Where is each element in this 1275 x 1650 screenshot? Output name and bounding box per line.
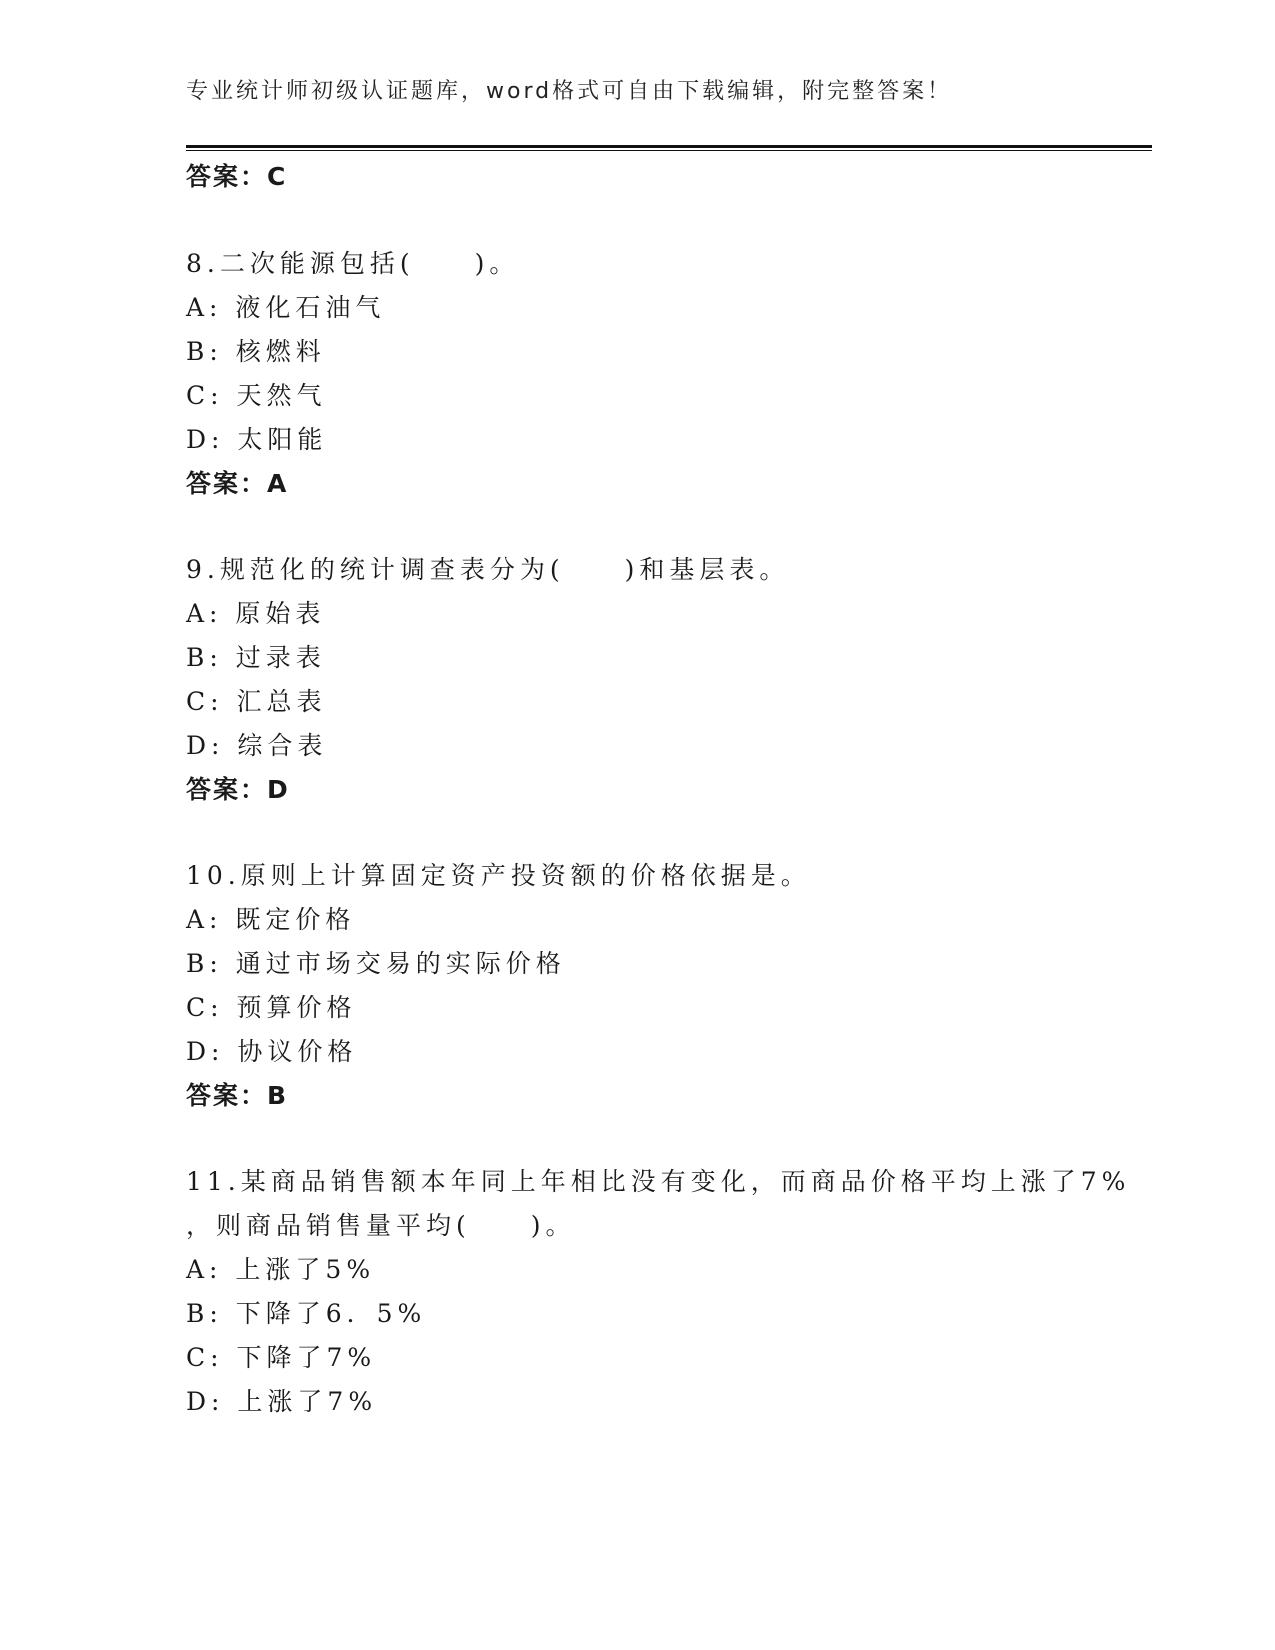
header-rule-thin	[186, 150, 1152, 151]
question-11-option-b: B: 下降了6．5%	[186, 1299, 427, 1328]
question-11-option-a: A: 上涨了5%	[186, 1255, 376, 1284]
question-11-stem-line-2: ，则商品销售量平均( )。	[186, 1211, 576, 1240]
question-10-option-a: A: 既定价格	[186, 905, 356, 934]
question-9-option-d: D: 综合表	[186, 731, 328, 760]
previous-answer: 答案：C	[186, 162, 288, 191]
question-8-option-c: C: 天然气	[186, 381, 327, 410]
question-10-answer: 答案：B	[186, 1081, 289, 1110]
question-8-option-a: A: 液化石油气	[186, 293, 386, 322]
question-10-option-b: B: 通过市场交易的实际价格	[186, 949, 566, 978]
question-9-stem: 9.规范化的统计调查表分为( )和基层表。	[186, 555, 790, 584]
question-9-option-a: A: 原始表	[186, 599, 326, 628]
question-11-stem-line-1: 11.某商品销售额本年同上年相比没有变化，而商品价格平均上涨了7%	[186, 1167, 1131, 1196]
question-9-option-b: B: 过录表	[186, 643, 326, 672]
question-10-option-d: D: 协议价格	[186, 1037, 358, 1066]
page-header: 专业统计师初级认证题库，word格式可自由下载编辑，附完整答案！	[186, 79, 953, 104]
question-9-answer: 答案：D	[186, 775, 290, 804]
question-10-stem: 10.原则上计算固定资产投资额的价格依据是。	[186, 861, 811, 890]
header-rule-thick	[186, 145, 1152, 148]
question-11-option-c: C: 下降了7%	[186, 1343, 377, 1372]
question-8-option-b: B: 核燃料	[186, 337, 326, 366]
question-10-option-c: C: 预算价格	[186, 993, 357, 1022]
question-8-stem: 8.二次能源包括( )。	[186, 249, 520, 278]
question-8-answer: 答案：A	[186, 469, 289, 498]
question-11-option-d: D: 上涨了7%	[186, 1387, 378, 1416]
question-8-option-d: D: 太阳能	[186, 425, 328, 454]
question-9-option-c: C: 汇总表	[186, 687, 327, 716]
